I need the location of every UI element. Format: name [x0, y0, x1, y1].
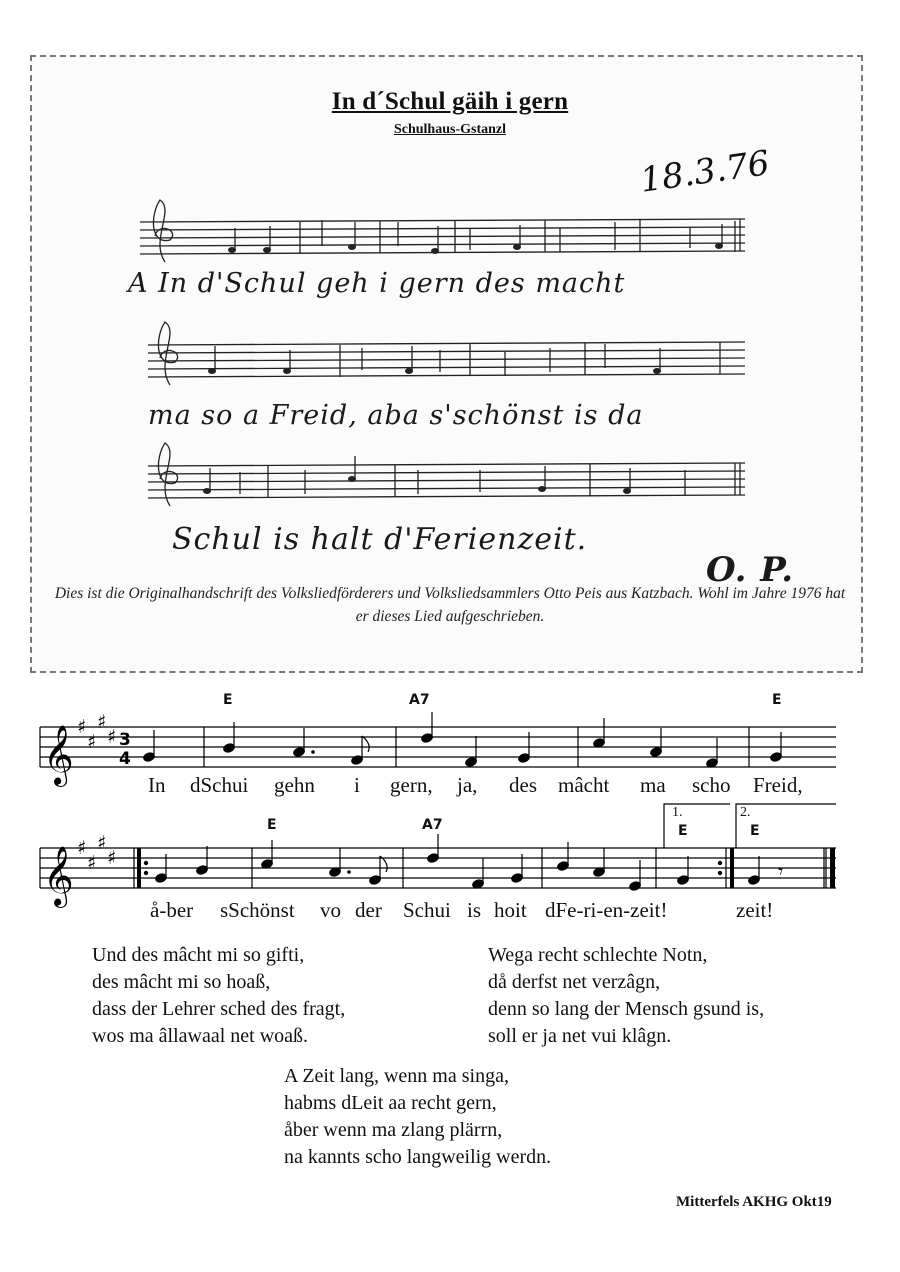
score-lyric-syllable: dSchui	[190, 773, 249, 797]
score-lyric-syllable: zeit!	[736, 898, 774, 922]
eighth-rest-icon: 𝄾	[778, 859, 784, 883]
score-lyric-syllable: å-ber	[150, 898, 194, 922]
key-signature-sharps	[77, 711, 116, 874]
svg-text:4: 4	[119, 749, 131, 769]
verse-line: denn so lang der Mensch gsund is,	[488, 998, 765, 1020]
score-lyric-syllable: hoit	[494, 898, 527, 922]
score-lyric-syllable: In	[148, 773, 166, 797]
chord-symbol: E	[750, 823, 760, 839]
score-lyric-syllable: vo	[320, 898, 341, 922]
volta-first-ending: 1.	[672, 805, 683, 820]
footer-credit: Mitterfels AKHG Okt19	[676, 1194, 832, 1210]
verse-line: då derfst net verzâgn,	[488, 971, 661, 993]
svg-text:3: 3	[119, 730, 131, 750]
verse-line: Und des mâcht mi so gifti,	[92, 944, 305, 966]
svg-text:♯: ♯	[77, 837, 87, 859]
chord-symbol: E	[267, 817, 277, 833]
handwritten-lyric-line-1: A In d'Schul geh i gern des macht	[128, 268, 626, 299]
svg-text:♯: ♯	[97, 711, 107, 733]
handwritten-initials: O. P.	[706, 550, 795, 590]
score-lyric-syllable: i	[354, 773, 360, 797]
manuscript-caption: Dies ist die Originalhandschrift des Volksliedförderers und Volksliedsammlers Otto Peis aus Katzbach. Wohl im Jahre 1976 hat er dieses Lied aufgeschrieben.	[54, 585, 846, 625]
verse-line: dass der Lehrer sched des fragt,	[92, 998, 346, 1020]
chord-symbol: E	[772, 692, 782, 708]
svg-text:♯: ♯	[107, 726, 117, 748]
manuscript-title: In d´Schul gäih i gern	[331, 88, 569, 115]
score-lyric-syllable: ma	[640, 773, 666, 797]
manuscript-date: 18.3.76	[637, 143, 772, 201]
handwritten-lyric-line-2: ma so a Freid, aba s'schönst is da	[148, 400, 644, 431]
score-lyric-syllable: des	[509, 773, 537, 797]
volta-second-ending: 2.	[740, 805, 751, 820]
svg-text:♯: ♯	[107, 847, 117, 869]
svg-text:♯: ♯	[87, 731, 97, 753]
svg-text:♯: ♯	[77, 716, 87, 738]
verse-3	[488, 942, 764, 1050]
verse-line: des mâcht mi so hoaß,	[92, 971, 271, 993]
svg-text:♯: ♯	[87, 852, 97, 874]
treble-clef-icon: 𝄞	[43, 725, 74, 785]
verse-line: soll er ja net vui klâgn.	[488, 1025, 672, 1047]
score-lyric-syllable: Freid,	[753, 773, 803, 797]
handwritten-lyric-line-3: Schul is halt d'Ferienzeit.	[172, 522, 588, 557]
verse-line: wos ma âllawaal net woaß.	[92, 1025, 309, 1047]
treble-clef-icon: 𝄞	[43, 846, 74, 906]
verse-line: A Zeit lang, wenn ma singa,	[284, 1065, 509, 1087]
verse-2	[92, 942, 345, 1050]
chord-symbol: A7	[422, 817, 443, 833]
score-lyric-syllable: ja,	[457, 773, 478, 797]
verse-line: Wega recht schlechte Notn,	[488, 944, 708, 966]
score-lyric-syllable: scho	[692, 773, 731, 797]
score-lyric-syllable: mâcht	[558, 773, 610, 797]
verse-4	[284, 1063, 551, 1171]
score-lyric-syllable: Schui	[403, 898, 451, 922]
score-lyric-syllable: is	[467, 898, 482, 922]
manuscript-subtitle: Schulhaus-Gstanzl	[393, 122, 507, 137]
time-signature	[119, 730, 131, 769]
score-lyric-syllable: dFe-ri-en-zeit!	[545, 898, 668, 922]
score-lyric-syllable: gern,	[390, 773, 433, 797]
score-lyric-syllable: der	[355, 898, 382, 922]
chord-symbol: A7	[409, 692, 430, 708]
verse-line: habms dLeit aa recht gern,	[284, 1092, 497, 1114]
verse-line: åber wenn ma zlang plärrn,	[284, 1119, 503, 1141]
chord-symbol: E	[678, 823, 688, 839]
verse-line: na kannts scho langweilig werdn.	[284, 1146, 552, 1168]
chord-symbol: E	[223, 692, 233, 708]
score-lyric-syllable: gehn	[274, 773, 315, 797]
svg-text:♯: ♯	[97, 832, 107, 854]
score-lyric-syllable: sSchönst	[220, 898, 295, 922]
